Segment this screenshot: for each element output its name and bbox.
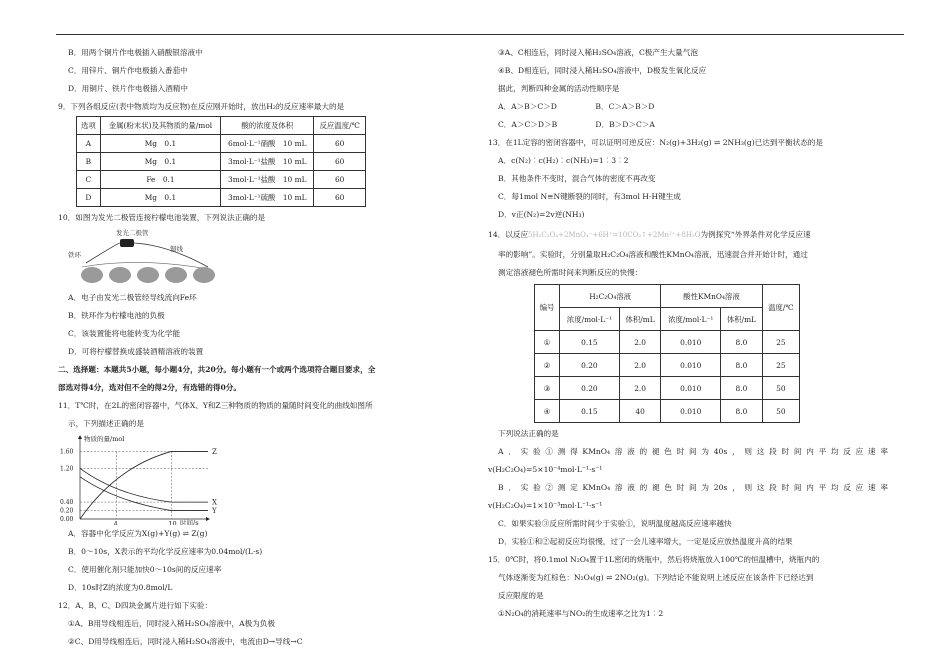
q11-option-a: A．容器中化学反应为X(g)+Y(g) ⇌ Z(g) bbox=[68, 529, 208, 538]
q13-option-a: A．c(N₂)︰c(H₂)︰c(NH₃)=1︰3︰2 bbox=[498, 156, 629, 165]
q13-option-b: B．其他条件不变时，混合气体的密度不再改变 bbox=[498, 174, 656, 183]
lemon-icon bbox=[109, 267, 131, 283]
table-cell: 8.0 bbox=[721, 400, 762, 423]
table-header-row bbox=[535, 285, 800, 308]
q15-stem-cont: 气体逐渐变为红棕色：N₂O₄(g) ⇌ 2NO₂(g)。下列结论不能说明上述反应在该条件下已经达到 bbox=[498, 573, 814, 582]
table-header-cell: 酸性KMnO₄溶液 bbox=[661, 285, 762, 308]
q14-reaction-equation: 5H₂C₂O₄+2MnO₄⁻+6H⁺=10CO₂↑+2Mn²⁺+8H₂O bbox=[528, 231, 701, 239]
q10-option-d: D．可将柠檬替换成盛装酒精溶液的装置 bbox=[68, 347, 204, 356]
table-cell: 50 bbox=[762, 400, 799, 423]
table-cell: 0.15 bbox=[559, 331, 619, 354]
table-header-cell: 体积/mL bbox=[721, 308, 762, 331]
table-cell: 0.15 bbox=[559, 400, 619, 423]
led-label: 发光二极管 bbox=[116, 229, 149, 237]
table-cell: 60 bbox=[314, 171, 366, 189]
table-cell: 8.0 bbox=[721, 377, 762, 400]
q14-option-d: D．实验①和②起初反应均很慢，过了一会儿速率增大，一定是反应放热温度升高的结果 bbox=[498, 537, 793, 546]
y-tick-label: 1.60 bbox=[60, 448, 74, 456]
x-tick-label: 10 bbox=[168, 520, 177, 525]
y-tick-label: 0.00 bbox=[60, 516, 74, 523]
table-header-cell: 金属(粉末状)及其物质的量/mol bbox=[100, 117, 220, 135]
series-label-y: Y bbox=[212, 507, 217, 516]
q14-option-c: C．如果实验③反应所需时间少于实验①，说明温度越高反应速率越快 bbox=[498, 519, 732, 528]
q9-table bbox=[76, 116, 366, 207]
q14-stem-post: 为例探究“外界条件对化学反应速 bbox=[700, 230, 811, 239]
table-row bbox=[77, 189, 366, 207]
q14-stem-cont-2: 测定溶液褪色所需时间来判断反应的快慢： bbox=[498, 268, 643, 277]
lemon-icon bbox=[165, 267, 187, 283]
series-line-y bbox=[80, 477, 208, 511]
q14-option-a: A．实验①测得KMnO₄溶液的褪色时间为40s，则这段时间内平均反应速率 bbox=[498, 447, 888, 456]
q8-option-d: D．用铜片、铁片作电极插入酒精中 bbox=[68, 84, 188, 93]
series-label-x: X bbox=[212, 498, 217, 507]
q13-option-c: C．每1mol N≡N键断裂的同时，有3mol H-H键生成 bbox=[498, 192, 681, 201]
table-cell: 3mol·L⁻¹盐酸 10 mL bbox=[221, 171, 314, 189]
q12-option-d: D．B＞D＞C＞A bbox=[595, 120, 655, 129]
lemon-icon bbox=[81, 267, 103, 283]
q11-stem: 11．T℃时，在2L的密闭容器中，气体X、Y和Z三种物质的物质的量随时间变化的曲线如图所 bbox=[58, 401, 373, 410]
q12-ask: 据此，判断四种金属的活动性顺序是 bbox=[498, 84, 620, 93]
table-cell: 6mol·L⁻¹硝酸 10 mL bbox=[221, 135, 314, 153]
q14-stem bbox=[488, 224, 888, 246]
table-header-cell: 浓度/mol·L⁻¹ bbox=[661, 308, 721, 331]
section2-heading: 二、选择题：本题共5小题，每小题4分，共20分。每小题有一个或两个选项符合题目要求，全 bbox=[58, 365, 376, 374]
q15-stem-cont-2: 反应限度的是 bbox=[498, 591, 544, 600]
q11-option-c: C．使用催化剂只能加快0～10s间的反应速率 bbox=[68, 565, 222, 574]
table-header-cell: 编号 bbox=[535, 285, 560, 331]
q12-option-b: B．C＞A＞B＞D bbox=[595, 102, 655, 111]
x-tick-label: 4 bbox=[113, 520, 118, 525]
q12-options bbox=[488, 98, 888, 116]
table-cell: 8.0 bbox=[721, 331, 762, 354]
table-cell: 0.010 bbox=[661, 331, 721, 354]
copper-wire-label: 铜线 bbox=[170, 245, 183, 253]
section2-heading-cont: 部选对得4分，选对但不全的得2分，有选错的得0分。 bbox=[58, 383, 241, 392]
y-tick-label: 0.20 bbox=[60, 507, 74, 515]
q14-ask: 下列说法正确的是 bbox=[498, 429, 559, 438]
table-row bbox=[77, 135, 366, 153]
q14-table bbox=[534, 284, 800, 423]
q11-chart bbox=[58, 433, 438, 525]
q12-exp1: ①A、B用导线相连后，同时浸入稀H₂SO₄溶液中，A极为负极 bbox=[68, 619, 275, 628]
q12-options-2 bbox=[488, 116, 888, 134]
q13-stem: 13．在1L定容的密闭容器中，可以证明可逆反应：N₂(g)+3H₂(g) ⇌ 2NH₃(g)已达到平衡状态的是 bbox=[488, 138, 823, 147]
amount-time-chart bbox=[58, 433, 258, 525]
q14-stem-pre: 14．以反应 bbox=[488, 230, 529, 239]
table-cell: 60 bbox=[314, 153, 366, 171]
series-line-x bbox=[80, 468, 208, 502]
q12-exp4: ④B、D相连后，同时浸入稀H₂SO₄溶液中，D极发生氧化反应 bbox=[498, 66, 707, 75]
lemon-icon bbox=[137, 267, 159, 283]
table-cell: 0.20 bbox=[559, 354, 619, 377]
table-cell: 50 bbox=[762, 377, 799, 400]
table-header-cell: 选项 bbox=[77, 117, 101, 135]
table-cell: ① bbox=[535, 331, 560, 354]
table-cell: 0.20 bbox=[559, 377, 619, 400]
table-cell: C bbox=[77, 171, 101, 189]
led-icon bbox=[120, 239, 134, 247]
q15-item-1: ①N₂O₄的消耗速率与NO₂的生成速率之比为1︰2 bbox=[498, 609, 664, 618]
y-tick-label: 1.20 bbox=[60, 465, 74, 473]
q15-stem: 15．0℃时，将0.1mol N₂O₄置于1L密闭的烧瓶中，然后将烧瓶放入100℃的恒温槽中，烧瓶内的 bbox=[488, 555, 820, 564]
table-header-cell: 体积/mL bbox=[619, 308, 660, 331]
table-cell: 2.0 bbox=[619, 354, 660, 377]
q11-stem-cont: 示，下列描述正确的是 bbox=[68, 419, 144, 428]
q14-option-a-cont: v(H₂C₂O₄)=5×10⁻⁴mol·L⁻¹·s⁻¹ bbox=[488, 465, 603, 474]
lemon-battery-figure bbox=[58, 227, 438, 289]
table-row bbox=[77, 171, 366, 189]
wire-icon bbox=[86, 243, 208, 267]
table-cell: 0.010 bbox=[661, 400, 721, 423]
q8-option-b: B．用两个铜片作电极插入硝酸银溶液中 bbox=[68, 48, 203, 57]
table-row bbox=[77, 153, 366, 171]
table-cell: Mg 0.1 bbox=[100, 135, 220, 153]
table-cell: ④ bbox=[535, 400, 560, 423]
q11-option-d: D．10s时Z的浓度为0.8mol/L bbox=[68, 583, 173, 592]
table-header-cell: 反应温度/℃ bbox=[314, 117, 366, 135]
table-cell: 60 bbox=[314, 135, 366, 153]
q10-stem: 10．如图为发光二极管连接柠檬电池装置，下列说法正确的是 bbox=[58, 213, 266, 222]
table-cell: A bbox=[77, 135, 101, 153]
table-cell: 40 bbox=[619, 400, 660, 423]
table-cell: ③ bbox=[535, 377, 560, 400]
table-row bbox=[535, 331, 800, 354]
q12-exp2: ②C、D用导线相连后，同时浸入稀H₂SO₄溶液中，电流由D→导线→C bbox=[68, 637, 303, 646]
lemon-battery-diagram bbox=[58, 227, 258, 289]
table-cell: 8.0 bbox=[721, 354, 762, 377]
q10-option-c: C．该装置能将电能转变为化学能 bbox=[68, 329, 181, 338]
table-cell: ② bbox=[535, 354, 560, 377]
q9-stem: 9．下列各组反应(表中物质均为反应物)在反应刚开始时，放出H₂的反应速率最大的是 bbox=[58, 102, 345, 111]
left-column bbox=[58, 44, 438, 651]
table-cell: 2.0 bbox=[619, 377, 660, 400]
table-row bbox=[535, 400, 800, 423]
x-axis-arrow-icon bbox=[206, 517, 210, 521]
table-cell: D bbox=[77, 189, 101, 207]
table-cell: 25 bbox=[762, 331, 799, 354]
table-cell: Fe 0.1 bbox=[100, 171, 220, 189]
right-column bbox=[488, 44, 888, 623]
q12-exp3: ③A、C相连后，同时浸入稀H₂SO₄溶液，C极产生大量气泡 bbox=[498, 48, 698, 57]
q12-stem: 12．A、B、C、D四块金属片进行如下实验： bbox=[58, 601, 213, 610]
series-line-z bbox=[80, 451, 208, 519]
table-cell: 25 bbox=[762, 354, 799, 377]
q14-option-b: B．实验②测定KMnO₄溶液的褪色时间为20s，则这段时间内平均反应速率 bbox=[498, 483, 888, 492]
x-axis-label: 时间/s bbox=[180, 519, 199, 525]
table-cell: 0.010 bbox=[661, 377, 721, 400]
y-axis-arrow-icon bbox=[78, 435, 82, 439]
q12-option-a: A．A＞B＞C＞D bbox=[498, 102, 557, 111]
table-cell: 3mol·L⁻¹盐酸 10 mL bbox=[221, 153, 314, 171]
table-cell: Mg 0.1 bbox=[100, 189, 220, 207]
table-cell: B bbox=[77, 153, 101, 171]
series-label-z: Z bbox=[212, 447, 217, 456]
y-axis-label: 物质的量/mol bbox=[84, 435, 125, 443]
y-tick-label: 0.40 bbox=[60, 499, 74, 507]
iron-ring-label: 铁环 bbox=[68, 251, 81, 259]
table-cell: 0.010 bbox=[661, 354, 721, 377]
table-header-cell: H₂C₂O₄溶液 bbox=[559, 285, 660, 308]
table-row bbox=[535, 377, 800, 400]
table-cell: Mg 0.1 bbox=[100, 153, 220, 171]
q10-option-b: B．铁环作为柠檬电池的负极 bbox=[68, 311, 165, 320]
table-header-cell: 温度/℃ bbox=[762, 285, 799, 331]
table-header-cell: 酸的浓度及体积 bbox=[221, 117, 314, 135]
q14-stem-cont: 率的影响”。实验时，分别量取H₂C₂O₄溶液和酸性KMnO₄溶液，迅速混合并开始计时，通过 bbox=[498, 250, 808, 259]
table-row bbox=[535, 354, 800, 377]
table-cell: 3mol·L⁻¹硫酸 10 mL bbox=[221, 189, 314, 207]
page-header-rule bbox=[56, 34, 904, 35]
q14-option-b-cont: v(H₂C₂O₄)=1×10⁻³mol·L⁻¹·s⁻¹ bbox=[488, 501, 603, 510]
q13-option-d: D．v正(N₂)=2v逆(NH₃) bbox=[498, 210, 585, 219]
lemon-icon bbox=[193, 267, 215, 283]
q11-option-b: B．0～10s，X表示的平均化学反应速率为0.04mol/(L·s) bbox=[68, 547, 263, 556]
q12-option-c: C．A＞C＞D＞B bbox=[498, 120, 558, 129]
table-cell: 60 bbox=[314, 189, 366, 207]
q10-option-a: A．电子由发光二极管经导线流向Fe环 bbox=[68, 293, 197, 302]
table-header-row bbox=[77, 117, 366, 135]
table-header-cell: 浓度/mol·L⁻¹ bbox=[559, 308, 619, 331]
table-cell: 2.0 bbox=[619, 331, 660, 354]
table-header-row bbox=[535, 308, 800, 331]
q8-option-c: C．用锌片、铜片作电极插入番茄中 bbox=[68, 66, 188, 75]
